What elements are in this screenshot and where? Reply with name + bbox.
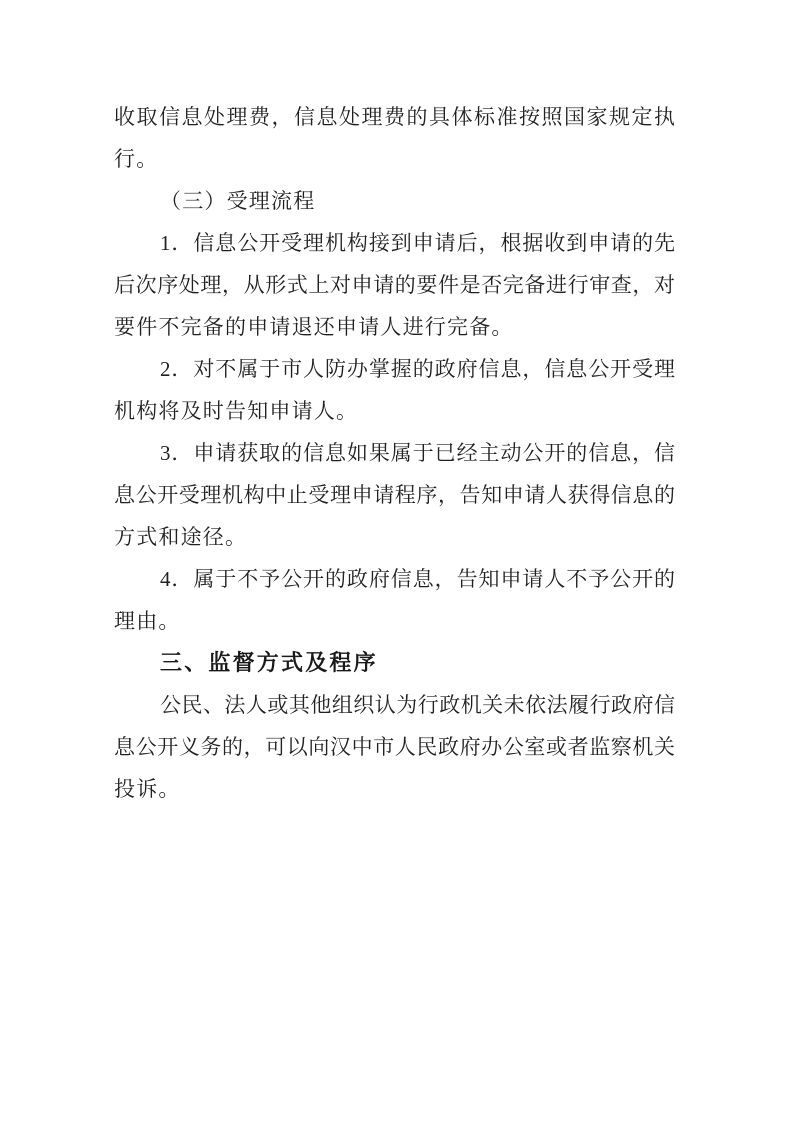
- item2-line-1: 2．对不属于市人防办掌握的政府信息，信息公开受理: [160, 357, 675, 381]
- fee-paragraph-line-2: 行。: [114, 147, 159, 171]
- item2-line-2: 机构将及时告知申请人。: [114, 399, 359, 423]
- complaint-paragraph-line-1: 公民、法人或其他组织认为行政机关未依法履行政府信: [160, 693, 675, 717]
- item4-line-2: 理由。: [114, 609, 181, 633]
- fee-paragraph-line-1: 收取信息处理费，信息处理费的具体标准按照国家规定执: [114, 105, 675, 129]
- complaint-paragraph-line-3: 投诉。: [114, 777, 181, 801]
- item4-line-1: 4．属于不予公开的政府信息，告知申请人不予公开的: [160, 567, 675, 591]
- document-text-block: [114, 96, 675, 810]
- heading-supervision-method: 三、监督方式及程序: [160, 650, 378, 675]
- complaint-paragraph-line-2: 息公开义务的，可以向汉中市人民政府办公室或者监察机关: [114, 735, 675, 759]
- item3-line-1: 3．申请获取的信息如果属于已经主动公开的信息，信: [160, 441, 675, 465]
- item1-line-1: 1．信息公开受理机构接到申请后，根据收到申请的先: [160, 231, 675, 255]
- item3-line-2: 息公开受理机构中止受理申请程序，告知申请人获得信息的: [114, 483, 675, 507]
- item3-line-3: 方式和途径。: [114, 525, 248, 549]
- heading-acceptance-process: （三）受理流程: [160, 189, 316, 213]
- item1-line-2: 后次序处理，从形式上对申请的要件是否完备进行审查，对: [114, 273, 675, 297]
- item1-line-3: 要件不完备的申请退还申请人进行完备。: [114, 315, 514, 339]
